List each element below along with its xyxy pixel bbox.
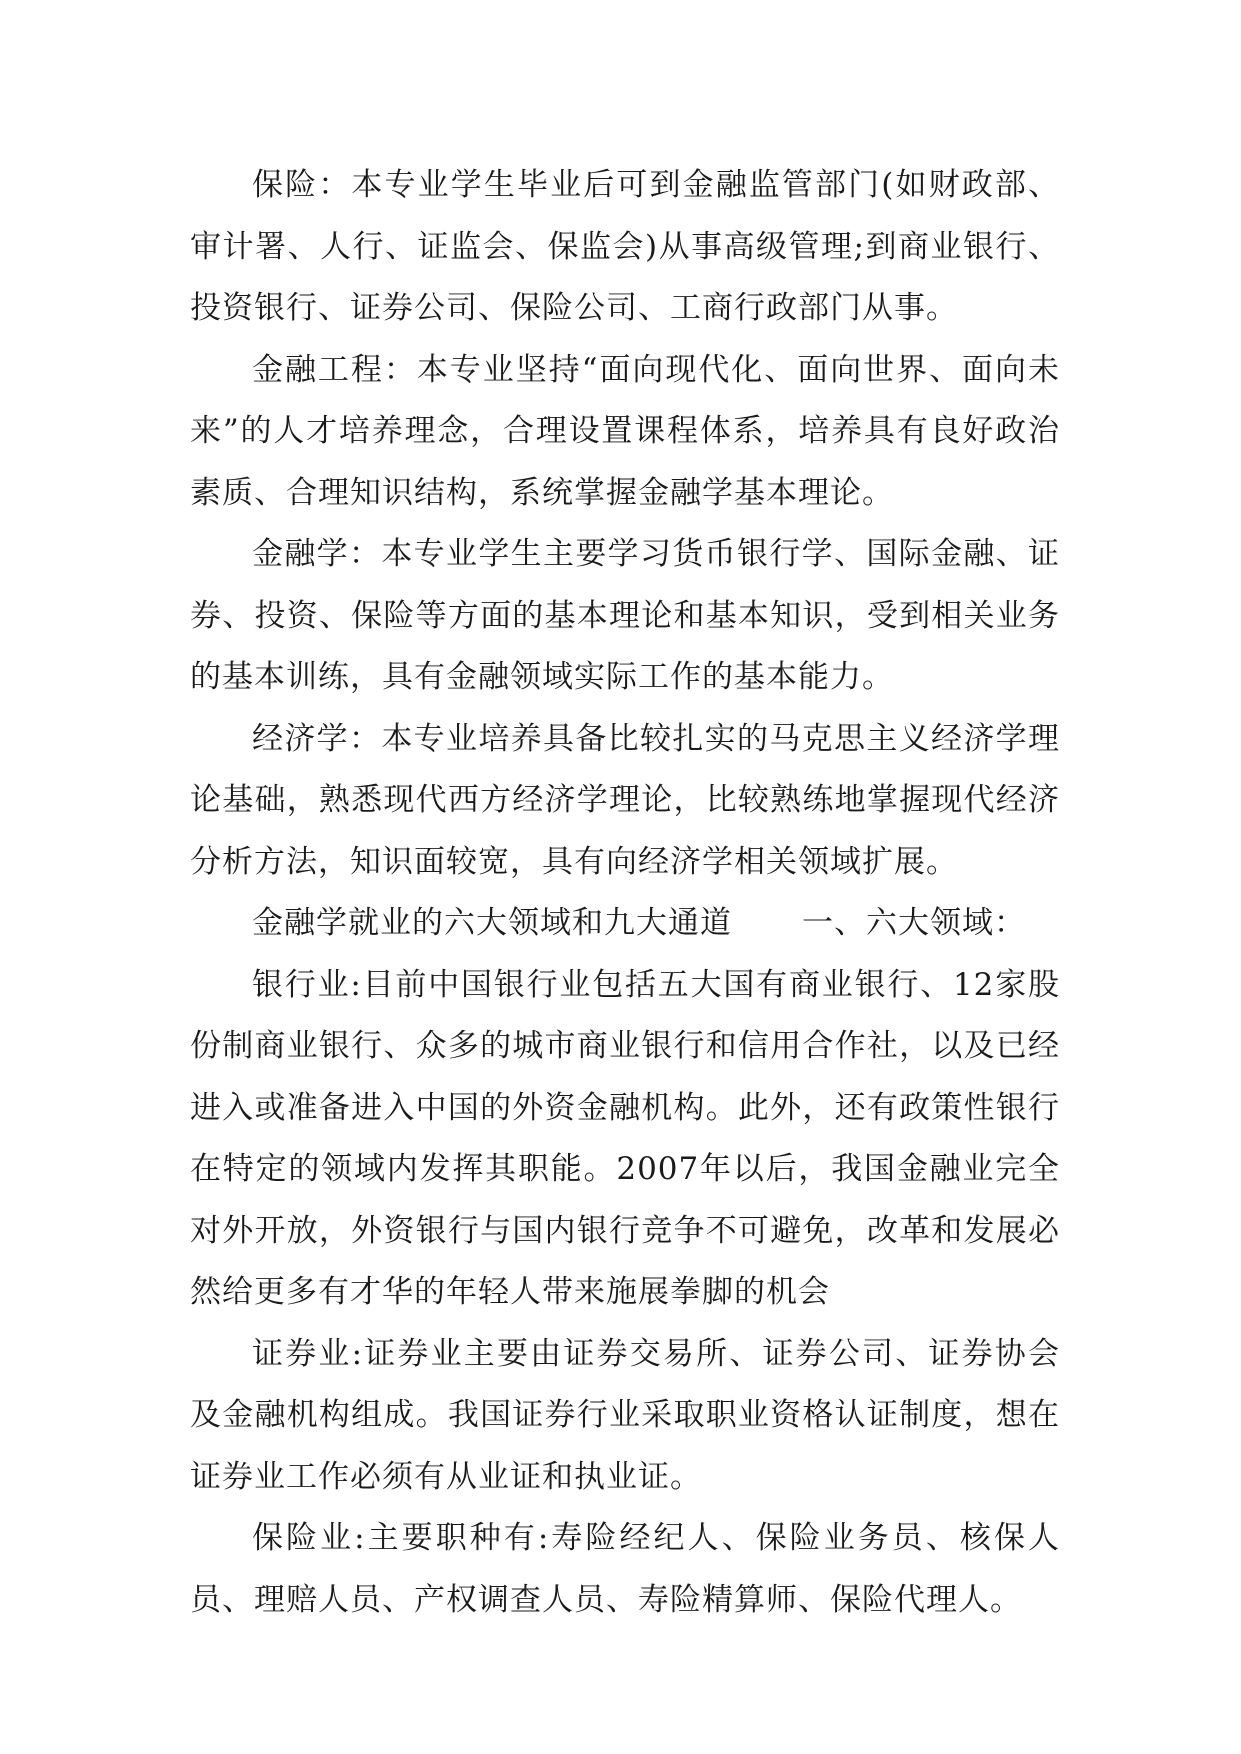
paragraph-finance-major: 金融学：本专业学生主要学习货币银行学、国际金融、证券、投资、保险等方面的基本理论和基本知识，受到相关业务的基本训练，具有金融领域实际工作的基本能力。 xyxy=(190,536,1060,695)
paragraph-insurance-industry: 保险业:主要职种有:寿险经纪人、保险业务员、核保人员、理赔人员、产权调查人员、寿险精算师、保险代理人。 xyxy=(190,1520,1060,1618)
paragraph-financial-engineering: 金融工程：本专业坚持“面向现代化、面向世界、面向未来”的人才培养理念，合理设置课程体系，培养具有良好政治素质、合理知识结构，系统掌握金融学基本理论。 xyxy=(190,351,1060,511)
section-heading-left: 金融学就业的六大领域和九大通道 xyxy=(252,905,732,941)
paragraph-insurance-major: 保险：本专业学生毕业后可到金融监管部门(如财政部、审计署、人行、证监会、保监会)从事高级管理;到商业银行、投资银行、证券公司、保险公司、工商行政部门从事。 xyxy=(190,167,1060,326)
paragraph-economics-major: 经济学：本专业培养具备比较扎实的马克思主义经济学理论基础，熟悉现代西方经济学理论，比较熟练地掌握现代经济分析方法，知识面较宽，具有向经济学相关领域扩展。 xyxy=(190,720,1060,880)
paragraph-securities: 证券业:证券业主要由证券交易所、证券公司、证券协会及金融机构组成。我国证券行业采取职业资格认证制度，想在证券业工作必须有从业证和执业证。 xyxy=(190,1335,1060,1495)
paragraph-banking: 银行业:目前中国银行业包括五大国有商业银行、12家股份制商业银行、众多的城市商业银行和信用合作社，以及已经进入或准备进入中国的外资金融机构。此外，还有政策性银行在特定的领域内发挥其职能。2007年以后，我国金融业完全对外开放，外资银行与国内银行竞争不可避免，改革和发展必然给更多有才华的年轻人带来施展拳脚的机会 xyxy=(190,966,1060,1310)
section-heading-right: 一、六大领域： xyxy=(802,905,1026,941)
document-body xyxy=(190,155,1060,1631)
section-heading-line xyxy=(190,893,1060,955)
